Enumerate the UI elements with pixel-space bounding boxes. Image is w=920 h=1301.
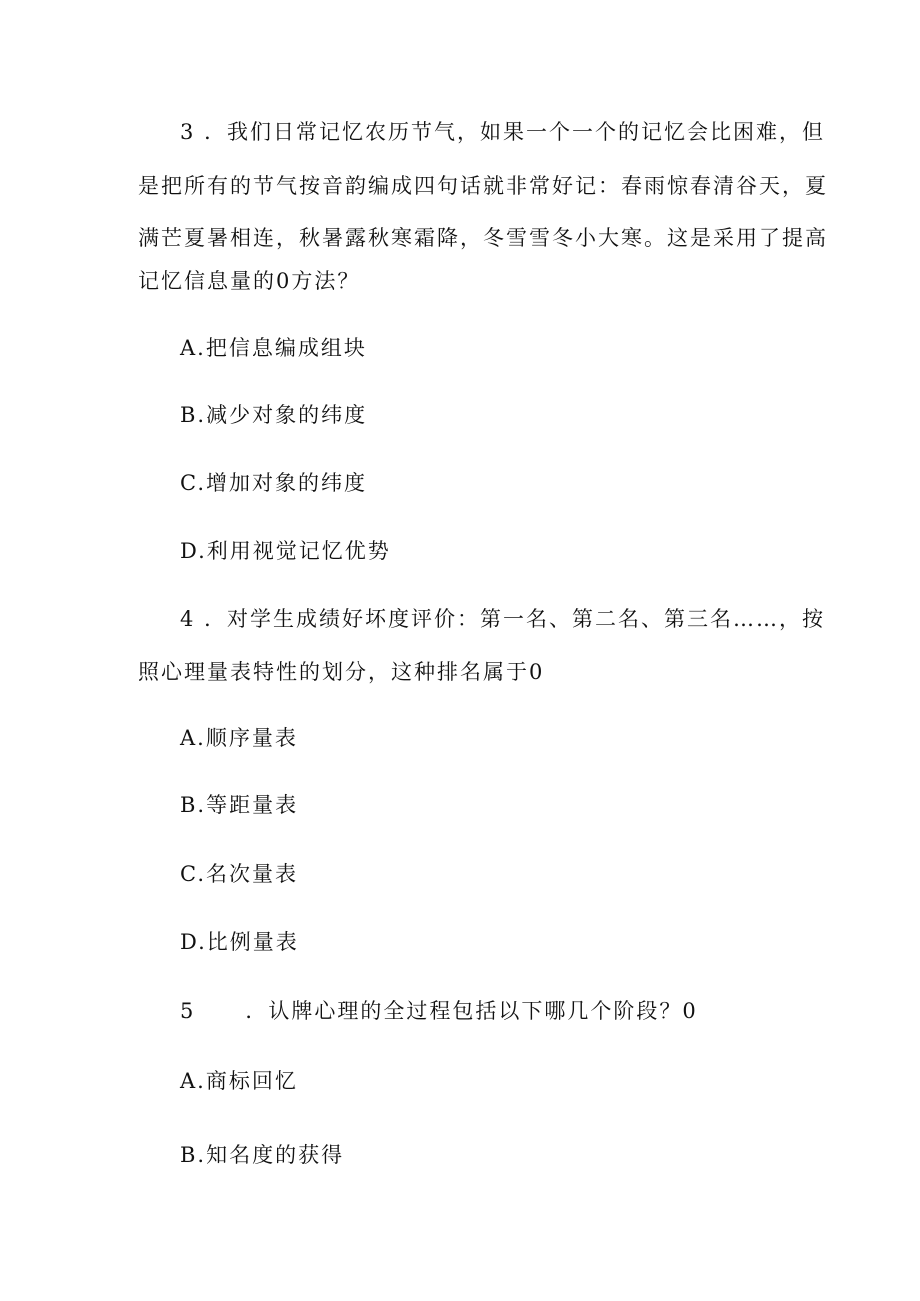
question-3-option-a: A.把信息编成组块 xyxy=(180,336,367,360)
question-4-line-2: 照心理量表特性的划分，这种排名属于0 xyxy=(138,660,545,684)
question-4-line-1 xyxy=(180,604,825,634)
question-4-option-c: C.名次量表 xyxy=(180,862,298,886)
question-5-number: 5 xyxy=(180,999,196,1023)
question-4-option-a: A.顺序量表 xyxy=(180,726,298,750)
question-5-option-b: B.知名度的获得 xyxy=(180,1143,345,1167)
question-4-option-d: D.比例量表 xyxy=(180,930,299,954)
question-4-option-b: B.等距量表 xyxy=(180,793,299,817)
question-3-option-b: B.减少对象的纬度 xyxy=(180,403,368,427)
question-3-line-1 xyxy=(180,117,825,147)
question-4-text-1: ．对学生成绩好坏度评价：第一名、第二名、第三名……，按 xyxy=(204,607,826,631)
question-3-line-2: 是把所有的节气按音韵编成四句话就非常好记：春雨惊春清谷天，夏 xyxy=(138,174,828,198)
question-3-option-d: D.利用视觉记忆优势 xyxy=(180,539,391,563)
question-3-number: 3 xyxy=(180,120,196,144)
question-5-option-a: A.商标回忆 xyxy=(180,1069,298,1093)
question-3-line-3: 满芒夏暑相连，秋暑露秋寒霜降，冬雪雪冬小大寒。这是采用了提高 xyxy=(138,226,828,250)
question-3-text-1: ．我们日常记忆农历节气，如果一个一个的记忆会比困难，但 xyxy=(204,120,826,144)
question-5-line-1 xyxy=(180,996,698,1026)
question-3-line-4: 记忆信息量的0方法？ xyxy=(138,269,361,293)
question-4-number: 4 xyxy=(180,607,196,631)
question-3-option-c: C.增加对象的纬度 xyxy=(180,471,367,495)
question-5-text-1: ．认牌心理的全过程包括以下哪几个阶段？0 xyxy=(245,999,698,1023)
